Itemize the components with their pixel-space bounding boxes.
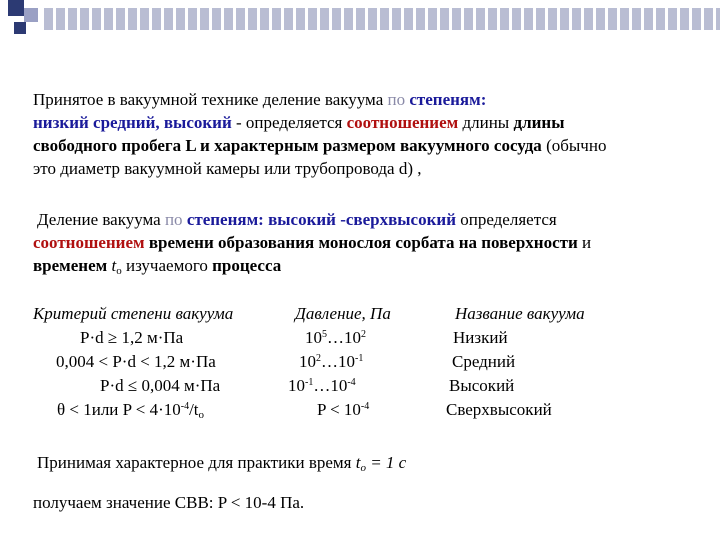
para1-line2	[33, 111, 564, 135]
row-pressure: $P < 10^{-4}$	[317, 400, 370, 419]
table-row	[33, 328, 693, 352]
table-header	[33, 304, 693, 328]
para2-types: высокий -сверхвысокий	[263, 210, 456, 229]
table-row	[33, 352, 693, 376]
para2-line3	[33, 254, 281, 278]
row-criterion: 0,004 < P·d < 1,2 м·Па	[56, 352, 216, 371]
para2-line2	[33, 231, 591, 255]
para2-text: и	[577, 233, 592, 252]
para2-text: изучаемого	[121, 256, 213, 275]
para2-text: определяется	[455, 210, 557, 229]
table-row	[33, 376, 693, 400]
para2-bold: времени образования монослоя сорбата на поверхности	[144, 233, 578, 252]
result-line	[33, 491, 304, 515]
header-name: Название вакуума	[455, 304, 585, 323]
row-name: Сверхвысокий	[446, 400, 552, 419]
para2-po: по	[164, 210, 183, 229]
header-criterion: Критерий степени вакуума	[33, 304, 234, 323]
corner-square-dark	[8, 0, 24, 16]
row-pressure: $10^2\dots 10^{-1}$	[299, 352, 364, 371]
para2-stepenyam: степеням:	[186, 210, 264, 229]
para1-stepenyam: степеням:	[409, 90, 487, 109]
practical-time-line	[37, 451, 406, 475]
result-text: получаем значение СВВ: P < 10-4 Па.	[33, 493, 305, 512]
time-value: = 1 с	[365, 453, 407, 472]
row-pressure: $10^5\dots 10^2$	[305, 328, 366, 347]
vacuum-table	[33, 304, 693, 424]
row-criterion: P·d ≥ 1,2 м·Па	[80, 328, 184, 347]
corner-square-light	[24, 8, 38, 22]
para1-bold: свободного пробега L и характерным размером вакуумного сосуда	[33, 136, 542, 155]
para1-text: - определяется	[231, 113, 347, 132]
para1-sootnosheniem: соотношением	[346, 113, 459, 132]
header-stripes	[44, 8, 720, 30]
time-symbol: t	[111, 256, 117, 275]
para1-text: это диаметр вакуумной камеры или трубопровода d) ,	[33, 159, 422, 178]
para1-text: (обычно	[541, 136, 607, 155]
para2-line1	[37, 208, 557, 232]
para1-text: Принятое в вакуумной технике деление вакуума	[33, 90, 388, 109]
para1-line3	[33, 134, 606, 158]
para1-po: по	[387, 90, 406, 109]
para2-text: Деление вакуума	[37, 210, 165, 229]
para2-bold: процесса	[212, 256, 282, 275]
para1-line4	[33, 157, 422, 181]
row-pressure: $10^{-1}\dots 10^{-4}$	[288, 376, 356, 395]
para1-text: длины	[458, 113, 514, 132]
para1-line1	[33, 88, 486, 112]
para2-bold: временем	[33, 256, 112, 275]
para1-bold: длины	[513, 113, 565, 132]
time-symbol: t	[355, 453, 361, 472]
time-subscript: o	[360, 462, 366, 474]
practical-text: Принимая характерное для практики время	[37, 453, 356, 472]
row-name: Низкий	[453, 328, 508, 347]
para1-types: низкий средний, высокий	[33, 113, 232, 132]
table-row	[33, 400, 693, 424]
para2-sootnosheniem: соотношением	[33, 233, 145, 252]
row-name: Средний	[452, 352, 516, 371]
row-criterion: P·d ≤ 0,004 м·Па	[100, 376, 221, 395]
row-name: Высокий	[449, 376, 515, 395]
corner-square-dark-2	[14, 22, 26, 34]
row-criterion: θ < 1или $P < 4\cdot 10^{-4}/t_o$	[57, 400, 205, 421]
header-pressure: Давление, Па	[295, 304, 391, 323]
time-subscript: o	[116, 265, 122, 277]
